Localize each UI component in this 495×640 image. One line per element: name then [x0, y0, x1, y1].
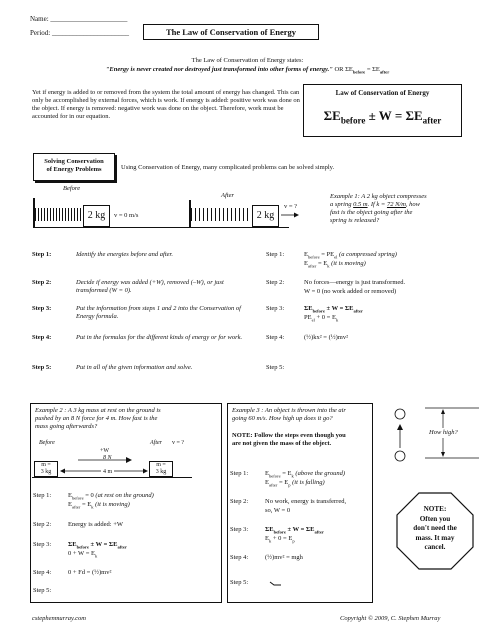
footer-copyright: Copyright © 2009, C. Stephen Murray: [340, 615, 441, 622]
how-high-label: How high?: [429, 429, 458, 436]
example2-before-label: Before: [39, 440, 55, 446]
before-label: Before: [63, 185, 81, 192]
explanation-paragraph: Yet if energy is added to or removed from the system the total amount of energy has changed. This can only be accomplished by external forces, which is work. If energy is added: positive work was done on the object. If energy is removed: negative work was done on the object. Therefore, work must be accounted for in our equation.: [32, 89, 300, 120]
example2-prompt: Example 2 : A 3 kg mass at rest on the ground is pushed by an 8 N force for 4 m. How fast is the mass going afterwards?: [35, 407, 161, 430]
example2-step-5: Step 5:: [33, 587, 52, 594]
force-label: 8 N: [103, 455, 112, 461]
formula-box: [303, 84, 462, 137]
mass-block-end: m = 3 kg: [149, 461, 173, 477]
example2-work-label: +W: [100, 448, 110, 454]
mass-block-after: 2 kg: [252, 205, 279, 227]
mass-block-before: 2 kg: [83, 205, 110, 227]
velocity-arrow: [280, 212, 300, 218]
period-field-label: Period: ______________________: [30, 29, 129, 37]
note-sign-text: NOTE: Often you don't need the mass. It may cancel.: [413, 505, 457, 551]
law-statement: "Energy is never created nor destroyed just transformed into other forms of energy." OR $\Sigma E_{before} = \Sigma E_{after}$: [105, 66, 390, 75]
velocity-before: v = 0 m/s: [114, 212, 139, 219]
example1-prompt: Example 1: A 2 kg object compresses a spring 0.5 m. If k = 72 N/m, how fast is the object going after the spring is released?: [330, 193, 427, 224]
example2-floor: [32, 477, 192, 478]
example1-step-5: Step 5:: [266, 364, 285, 371]
footer-website: cstephenmurray.com: [32, 615, 86, 622]
conservation-formula: $\Sigma E_{before} \pm W = \Sigma E_{after}$: [323, 107, 442, 126]
mass-block-start: m = 3 kg: [34, 461, 58, 477]
solving-intro: Using Conservation of Energy, many complicated problems can be solved simply.: [121, 164, 335, 171]
note-sign: [396, 492, 474, 570]
after-label: After: [221, 192, 234, 199]
ball-bottom-icon: [395, 451, 405, 461]
released-spring: [191, 208, 249, 221]
law-intro: The Law of Conservation of Energy states:: [191, 57, 304, 64]
ball-top-icon: [395, 409, 405, 419]
name-field-label: Name: ______________________: [30, 15, 128, 23]
page-title: The Law of Conservation of Energy: [143, 24, 319, 40]
solving-box: Solving Conservation of Energy Problems: [33, 153, 115, 181]
example3-prompt: Example 3 : An object is thrown into the air going 60 m/s. How high up does it go?: [232, 407, 346, 422]
example3-step-5: Step 5:: [230, 579, 249, 586]
velocity-after: v = ?: [284, 203, 298, 210]
pen-mark-icon: [269, 579, 283, 587]
floor-before: [33, 227, 203, 228]
example2-after-label: After: [150, 440, 162, 446]
example2-box: Example 2 : A 3 kg mass at rest on the ground is pushed by an 8 N force for 4 m. How fast is the mass going afterwards? Before After v = ? +W 8 N m = 3 kg m = 3 kg 4 m Step 1: $E_{before} = 0$ (at rest on the ground) $E_{after} = E_k$ (it is moving) Step 2: Energy is added: +W Step 3: $\Sigma E_{before} \pm W = \Sigma E_{after}$ $0 + W = E_k$ Step 4: 0 + Fd = (½)mv² Step 5:: [30, 403, 222, 603]
floor-after: [189, 227, 289, 228]
law-quote: "Energy is never created nor destroyed just transformed into other forms of energy.": [105, 66, 333, 73]
example2-velocity: v = ?: [172, 440, 185, 446]
example3-note: NOTE: Follow the steps even though you are not given the mass of the object.: [232, 432, 346, 447]
compressed-spring: [35, 208, 83, 221]
distance-label: 4 m: [103, 469, 113, 475]
example3-box: Example 3 : An object is thrown into the air going 60 m/s. How high up does it go? NOTE: Follow the steps even though you are not given the mass of the object. Step 1: $E_{before} = E_k$ (above the ground) $E_{after} = E_p$ (it is falling) Step 2: No work, energy is transferred, so, W = 0 Step 3: $\Sigma E_{before} \pm W = \Sigma E_{after}$ $E_k + 0 = E_p$ Step 4: (½)mv² = mgh Step 5:: [227, 403, 373, 603]
formula-box-title: Law of Conservation of Energy: [335, 89, 430, 97]
